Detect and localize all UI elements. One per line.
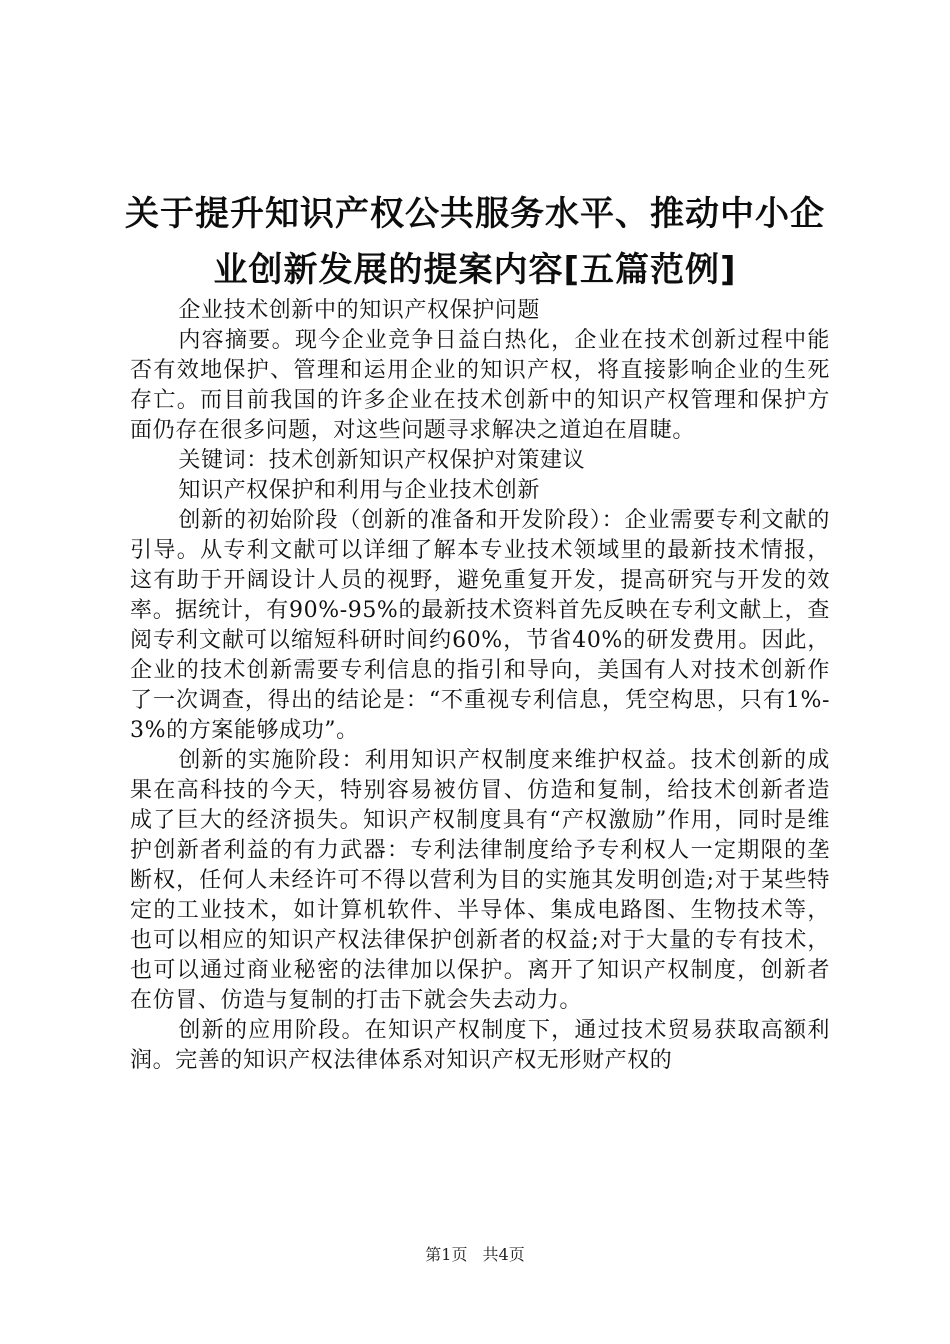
subsection-heading: 知识产权保护和利用与企业技术创新 bbox=[178, 478, 540, 503]
title-line-2: 业创新发展的提案内容[五篇范例] bbox=[213, 250, 737, 290]
page-footer bbox=[0, 1242, 950, 1265]
document-body bbox=[130, 296, 830, 1076]
title-line-1: 关于提升知识产权公共服务水平、推动中小企 bbox=[125, 194, 825, 234]
body-paragraph: 创新的初始阶段（创新的准备和开发阶段）：企业需要专利文献的引导。从专利文献可以详细了解本专业技术领域里的最新技术情报，这有助于开阔设计人员的视野，避免重复开发，提高研究与开发的效率。据统计，有90%-95%的最新技术资料首先反映在专利文献上，查阅专利文献可以缩短科研时间约60%，节省40%的研发费用。因此，企业的技术创新需要专利信息的指引和导向，美国有人对技术创新作了一次调查，得出的结论是：“不重视专利信息，凭空构思，只有1%-3%的方案能够成功”。 bbox=[130, 508, 830, 743]
keywords-line: 关键词：技术创新知识产权保护对策建议 bbox=[178, 448, 586, 473]
document-title bbox=[120, 186, 830, 298]
page-number: 第1页 bbox=[425, 1245, 468, 1264]
section-heading: 企业技术创新中的知识产权保护问题 bbox=[178, 298, 540, 323]
page-total: 共4页 bbox=[482, 1245, 525, 1264]
body-paragraph: 创新的实施阶段：利用知识产权制度来维护权益。技术创新的成果在高科技的今天，特别容易被仿冒、仿造和复制，给技术创新者造成了巨大的经济损失。知识产权制度具有“产权激励”作用，同时是维护创新者利益的有力武器：专利法律制度给予专利权人一定期限的垄断权，任何人未经许可不得以营利为目的实施其发明创造;对于某些特定的工业技术，如计算机软件、半导体、集成电路图、生物技术等，也可以相应的知识产权法律保护创新者的权益;对于大量的专有技术，也可以通过商业秘密的法律加以保护。离开了知识产权制度，创新者在仿冒、仿造与复制的打击下就会失去动力。 bbox=[130, 748, 830, 1013]
body-paragraph: 创新的应用阶段。在知识产权制度下，通过技术贸易获取高额利润。完善的知识产权法律体系对知识产权无形财产权的 bbox=[130, 1018, 830, 1073]
abstract-paragraph: 内容摘要。现今企业竞争日益白热化，企业在技术创新过程中能否有效地保护、管理和运用企业的知识产权，将直接影响企业的生死存亡。而目前我国的许多企业在技术创新中的知识产权管理和保护方面仍存在很多问题，对这些问题寻求解决之道迫在眉睫。 bbox=[130, 328, 830, 443]
